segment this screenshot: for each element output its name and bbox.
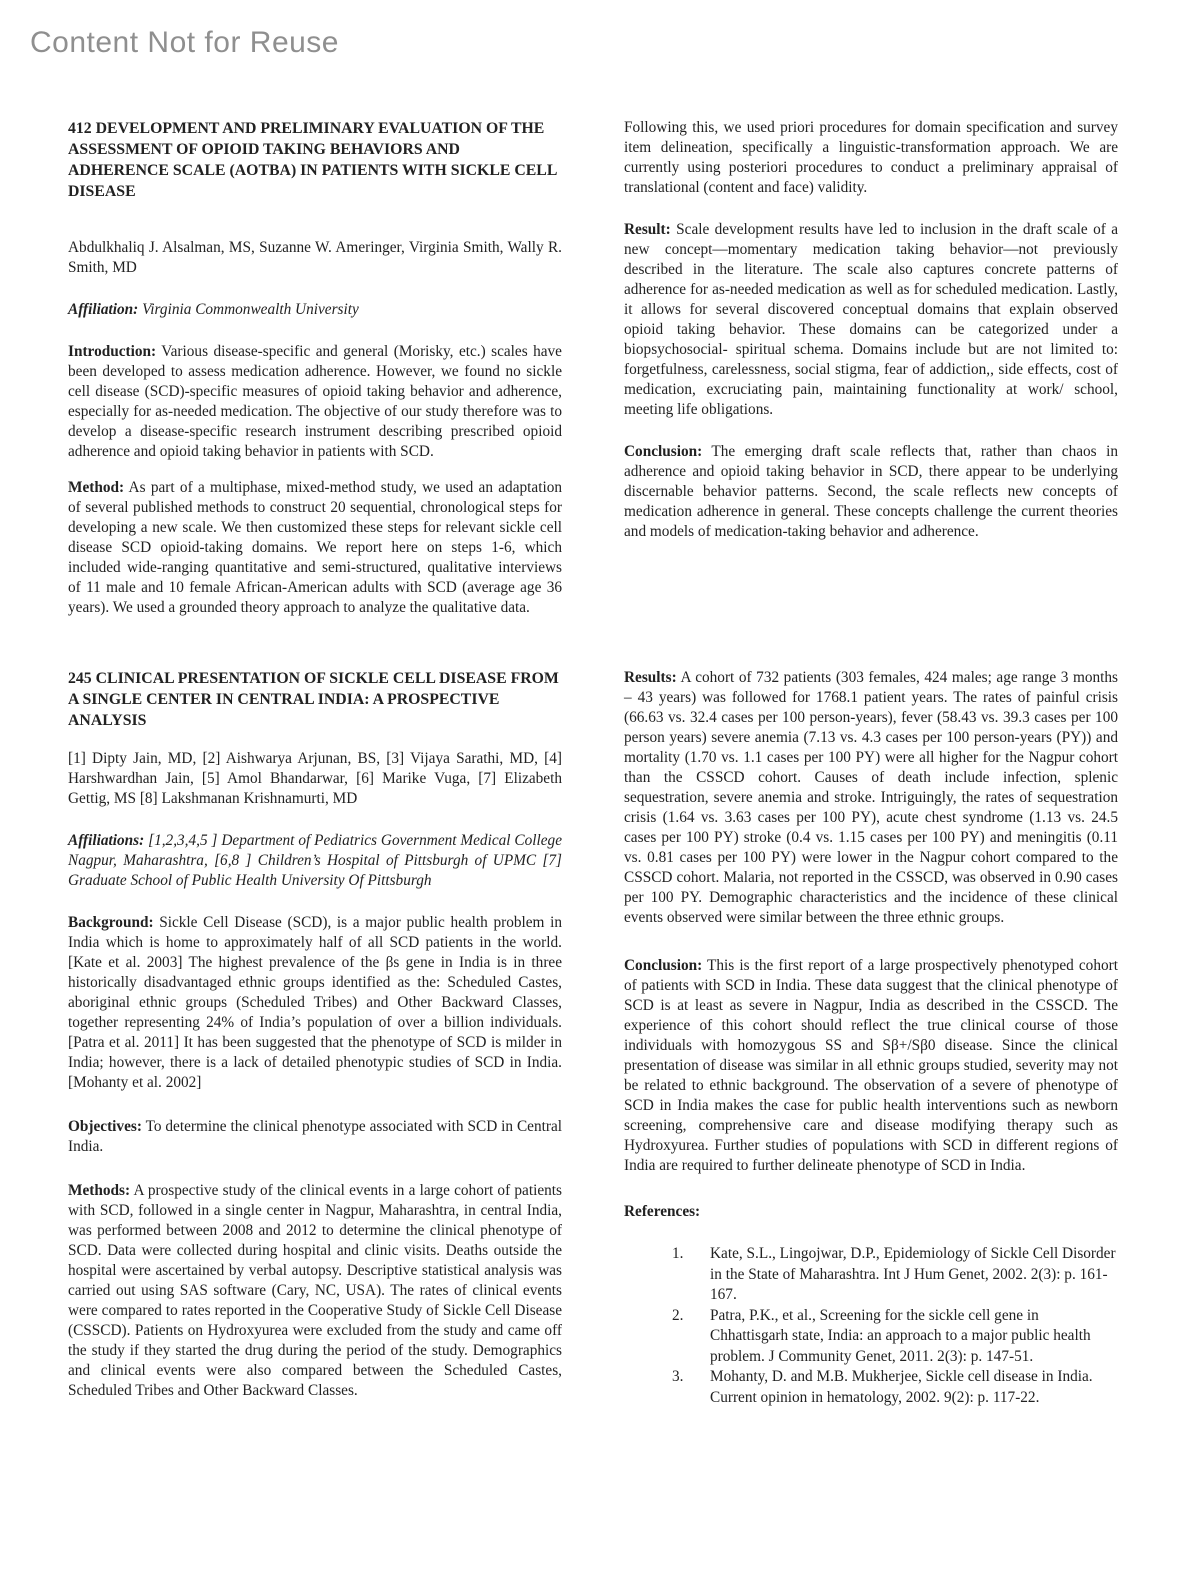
abstract-412-method: [68, 478, 562, 618]
abstract-412-left-column: [68, 118, 562, 634]
background-text: Sickle Cell Disease (SCD), is a major public health problem in India which is home to approximately half of all SCD patients in the world. [Kate et al. 2003] The highest prevalence of the βs gene in India is in three historically disadvantaged ethnic groups identified as the: Scheduled Castes, aboriginal ethnic groups (Scheduled Tribes) and Other Backward Classes, together representing 24% of India’s population of over a billion individuals. [Patra et al. 2011] It has been suggested that the phenotype of SCD is milder in India; however, there is a lack of detailed phenotypic studies of SCD in India. [Mohanty et al. 2002]: [68, 914, 562, 1091]
conclusion-label: Conclusion:: [624, 957, 703, 974]
objectives-label: Objectives:: [68, 1118, 142, 1135]
abstract-245-results: [624, 668, 1118, 928]
method-text: As part of a multiphase, mixed-method study, we used an adaptation of several published methods to construct 20 sequential, chronological steps for developing a new scale. We then customized these steps for relevant sickle cell disease SCD opioid-taking domains. We report here on steps 1-6, which included wide-ranging quantitative and semi-structured, qualitative interviews of 11 male and 10 female African-American adults with SCD (average age 36 years). We used a grounded theory approach to analyze the qualitative data.: [68, 479, 562, 616]
reference-number: 1.: [672, 1245, 684, 1262]
affiliation-label: Affiliation:: [68, 301, 139, 318]
introduction-text: Various disease-specific and general (Morisky, etc.) scales have been developed to assess medication adherence. However, we found no sickle cell disease (SCD)-specific measures of opioid taking behavior and adherence, especially for as-needed medication. The objective of our study therefore was to develop a disease-specific research instrument describing prescribed opioid adherence and opioid taking behavior in patients with SCD.: [68, 343, 562, 460]
reference-text: Patra, P.K., et al., Screening for the sickle cell gene in Chhattisgarh state, India: an approach to a major public health problem. J Community Genet, 2011. 2(3): p. 147-51.: [710, 1306, 1091, 1365]
references-list: [624, 1244, 1118, 1408]
abstract-412-result: [624, 220, 1118, 420]
abstract-412-method-continuation: Following this, we used priori procedures for domain specification and survey item delineation, specifically a linguistic-transformation approach. We are currently using posteriori procedures to conduct a preliminary appraisal of translational (content and face) validity.: [624, 119, 1118, 196]
reference-item: [672, 1367, 1118, 1408]
background-label: Background:: [68, 914, 154, 931]
results-label: Results:: [624, 669, 677, 686]
abstract-245-objectives: [68, 1117, 562, 1157]
introduction-label: Introduction:: [68, 343, 157, 360]
abstracts-content: [68, 118, 1120, 1417]
abstract-245-background: [68, 913, 562, 1093]
watermark-text: Content Not for Reuse: [30, 26, 339, 59]
affiliations-value: [1,2,3,4,5 ] Department of Pediatrics Government Medical College Nagpur, Maharashtra, [6,8 ] Children’s Hospital of Pittsburgh of UPMC [7] Graduate School of Public Health University Of Pittsburgh: [68, 832, 562, 889]
abstract-412-authors: Abdulkhaliq J. Alsalman, MS, Suzanne W. Ameringer, Virginia Smith, Wally R. Smith, MD: [68, 239, 562, 276]
abstract-412: [68, 118, 1120, 634]
abstract-412-title: 412 DEVELOPMENT AND PRELIMINARY EVALUATION OF THE ASSESSMENT OF OPIOID TAKING BEHAVIORS AND ADHERENCE SCALE (AOTBA) IN PATIENTS WITH SICKLE CELL DISEASE: [68, 120, 557, 200]
conclusion-text: This is the first report of a large prospectively phenotyped cohort of patients with SCD in India. These data suggest that the clinical phenotype of SCD is at least as severe in Nagpur, India as described in the CSSCD. The experience of this cohort should reflect the true clinical course of those individuals with homozygous SS and Sβ+/Sβ0 disease. Since the clinical presentation of disease was similar in all ethnic groups studied, severity may not be related to ethnic background. The observation of a severe of phenotype of SCD in India makes the case for public health interventions such as newborn screening, comprehensive care and disease modifying therapy such as Hydroxyurea. Further studies of populations with SCD in different regions of India are required to further delineate phenotype of SCD in India.: [624, 957, 1118, 1174]
abstract-245-authors: [1] Dipty Jain, MD, [2] Aishwarya Arjunan, BS, [3] Vijaya Sarathi, MD, [4] Harshwardhan Jain, [5] Amol Bhandarwar, [6] Marike Vuga, [7] Elizabeth Gettig, MS [8] Lakshmanan Krishnamurti, MD: [68, 750, 562, 807]
reference-text: Mohanty, D. and M.B. Mukherjee, Sickle cell disease in India. Current opinion in hematology, 2002. 9(2): p. 117-22.: [710, 1368, 1093, 1406]
reference-number: 2.: [672, 1306, 684, 1324]
reference-item: [672, 1244, 1118, 1306]
abstract-412-affiliation: [68, 300, 562, 320]
objectives-text: To determine the clinical phenotype associated with SCD in Central India.: [68, 1118, 562, 1155]
abstract-245-title: 245 CLINICAL PRESENTATION OF SICKLE CELL DISEASE FROM A SINGLE CENTER IN CENTRAL INDIA: A PROSPECTIVE ANALYSIS: [68, 670, 559, 729]
abstract-412-right-column: [624, 118, 1118, 564]
method-label: Method:: [68, 479, 125, 496]
abstract-245-left-column: [68, 668, 562, 1417]
methods-text: A prospective study of the clinical events in a large cohort of patients with SCD, followed in a single center in Nagpur, Maharashtra, in central India, was performed between 2008 and 2012 to determine the clinical phenotype of SCD. Data were collected during hospital and clinic visits. Deaths outside the hospital were ascertained by verbal autopsy. Descriptive statistical analysis was carried out using SAS software (Cary, NC, USA). The rates of clinical events were compared to rates reported in the Cooperative Study of Sickle Cell Disease (CSSCD). Patients on Hydroxyurea were excluded from the study and came off the study if they started the drug during the period of the study. Demographics and clinical events were also compared between the Scheduled Castes, Scheduled Tribes and Other Backward Classes.: [68, 1182, 562, 1399]
abstract-245-affiliations: [68, 831, 562, 891]
reference-text: Kate, S.L., Lingojwar, D.P., Epidemiology of Sickle Cell Disorder in the State of Maharashtra. Int J Hum Genet, 2002. 2(3): p. 161-167.: [710, 1245, 1116, 1303]
conclusion-text: The emerging draft scale reflects that, rather than chaos in adherence and opioid taking behavior in SCD, there appear to be underlying discernable behavior patterns. Second, the scale reflects new concepts of medication adherence in general. These concepts challenge the current theories and models of medication-taking behavior and adherence.: [624, 443, 1118, 540]
reference-item: [672, 1306, 1118, 1368]
abstract-412-introduction: [68, 342, 562, 462]
result-label: Result:: [624, 221, 671, 238]
references-heading: References:: [624, 1203, 701, 1220]
reference-number: 3.: [672, 1368, 684, 1385]
abstract-245-methods: [68, 1181, 562, 1401]
methods-label: Methods:: [68, 1182, 131, 1199]
abstract-245-right-column: [624, 668, 1118, 1408]
affiliations-label: Affiliations:: [68, 832, 145, 849]
affiliation-value: Virginia Commonwealth University: [142, 301, 359, 318]
abstract-412-conclusion: [624, 442, 1118, 542]
conclusion-label: Conclusion:: [624, 443, 703, 460]
abstract-245-conclusion: [624, 956, 1118, 1176]
result-text: Scale development results have led to inclusion in the draft scale of a new concept—momentary medication taking behavior—not previously described in the literature. The scale also captures concrete patterns of adherence for as-needed medication as well as for scheduled medication. Lastly, it allows for several discovered conceptual domains that explain observed opioid taking behavior. These domains can be categorized under a biopsychosocial- spiritual schema. Domains include but are not limited to: forgetfulness, carelessness, social stigma, fear of addiction,, side effects, cost of medication, excruciating pain, maintaining functionality at work/ school, meeting life obligations.: [624, 221, 1118, 418]
results-text: A cohort of 732 patients (303 females, 424 males; age range 3 months – 43 years) was followed for 1768.1 patient years. The rates of painful crisis (66.63 vs. 32.4 cases per 100 person-years), fever (58.43 vs. 39.3 cases per 100 person years) severe anemia (7.13 vs. 4.3 cases per 100 person-years (PY)) and mortality (1.70 vs. 1.1 cases per 100 PY) were all higher for the Nagpur cohort than the CSSCD cohort. Causes of death include infection, splenic sequestration, severe anemia and stroke. Intriguingly, the rates of sequestration crisis (1.64 vs. 3.63 cases per 100 PY), acute chest syndrome (1.13 vs. 24.5 cases per 100 PY) stroke (0.4 vs. 1.15 cases per 100 PY) and meningitis (0.11 vs. 0.81 cases per 100 PY) were lower in the Nagpur cohort compared to the CSSCD cohort. Malaria, not reported in the CSSCD, was observed in 0.90 cases per 100 PY. Demographic characteristics and the incidence of these clinical events observed were similar between the three ethnic groups.: [624, 669, 1118, 926]
abstract-245: [68, 668, 1120, 1417]
